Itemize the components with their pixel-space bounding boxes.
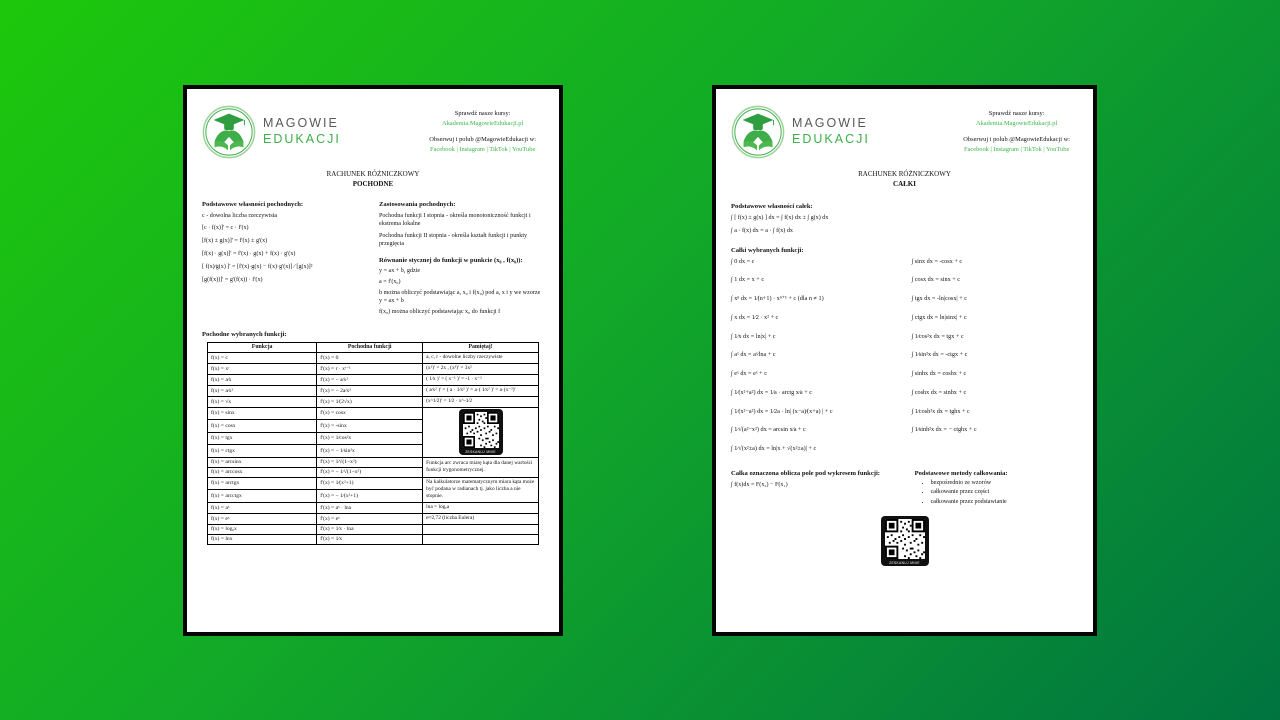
pochodna-cell: f'(x) = r · xʳ⁻¹ (317, 363, 423, 374)
table-row (208, 477, 539, 490)
integral-properties (731, 214, 1078, 236)
integral-formula: ∫ 1 dx = x + c (731, 276, 765, 284)
definite-integral-section (731, 470, 903, 507)
integral-list-heading: Całki wybranych funkcji: (731, 246, 804, 254)
integral-formula: ∫ coshx dx = sinhx + c (911, 388, 967, 396)
pochodna-cell: f'(x) = cosx (317, 407, 423, 420)
table-row (208, 534, 539, 544)
note-cell: ( a∕x² )' = ( a · 1∕x² )' = a·( 1∕x² )' = a·(x⁻²)' (423, 385, 539, 396)
check-courses-text: Sprawdź nasze kursy: (988, 110, 1045, 118)
applications-section (379, 192, 544, 319)
table-row (208, 352, 539, 363)
integral-formula: ∫ ctgx dx = ln|sinx| + c (911, 313, 967, 321)
tangent-line: b można obliczyć podstawiając a, x₀ i f(x₀) pod a, x i y we wzorze y = ax + b (379, 289, 541, 305)
pochodna-cell: f'(x) = − a∕x² (317, 374, 423, 385)
integral-formula: ∫ sinx dx = -cosx + c (911, 257, 963, 265)
properties-heading: Podstawowe własności pochodnych: (202, 200, 304, 208)
document-title (731, 170, 1078, 190)
qr-cell (423, 407, 539, 457)
pochodna-cell: f'(x) = − 1∕√(1−x²) (317, 467, 423, 477)
integral-formula: ∫ 1∕√(a²−x²) dx = arcsin x∕a + c (731, 426, 806, 434)
derivative-property-formula: [ f(x)∕g(x) ]' = [f'(x)·g(x) − f(x)·g'(x)] ∕ [g(x)]² (202, 264, 313, 271)
table-row (208, 407, 539, 420)
pochodna-cell: f'(x) = 1∕√(1−x²) (317, 457, 423, 467)
pochodna-cell: f'(x) = 1∕x (317, 534, 423, 544)
pochodna-cell: f'(x) = 1∕(2√x) (317, 396, 423, 407)
qr-code-icon (885, 519, 925, 559)
note-cell: e≈2,72 (liczba Eulera) (423, 513, 539, 524)
applications-heading: Zastosowania pochodnych: (379, 200, 456, 208)
method-item: • całkowanie przez podstawianie (931, 498, 1078, 507)
follow-text: Obserwuj i polub @MagowieEdukacji w: (963, 136, 1070, 143)
integral-properties-heading: Podstawowe własności całek: (731, 202, 813, 210)
applications-lines (379, 212, 544, 249)
methods-list (931, 479, 1078, 507)
properties-intro: c - dowolna liczba rzeczywista (202, 212, 278, 219)
qr-label: ZESKANUJ MNIE (889, 560, 920, 565)
pochodna-cell: f'(x) = − 1∕(x²+1) (317, 490, 423, 503)
check-courses-text: Sprawdź nasze kursy: (454, 110, 511, 118)
integral-formula: ∫ 1∕(x²+a²) dx = 1∕a · arctg x∕a + c (731, 388, 812, 396)
integrals-left-column (731, 258, 898, 464)
tangent-line: a = f'(x₀) (379, 279, 401, 286)
funkcja-cell: f(x) = aˣ (208, 502, 317, 513)
funkcja-cell: f(x) = arcctgx (208, 490, 317, 503)
funkcja-cell: f(x) = tgx (208, 432, 317, 445)
integral-formula: ∫ xⁿ dx = 1∕(n+1) · xⁿ⁺¹ + c (dla n ≠ 1) (731, 295, 824, 303)
integral-property-formula: ∫ a · f(x) dx = a · ∫ f(x) dx (731, 228, 793, 235)
properties-formulas (202, 224, 367, 285)
integral-formula: ∫ 1∕cosh²x dx = tghx + c (911, 407, 970, 415)
funkcja-cell: f(x) = ctgx (208, 445, 317, 458)
integral-formula: ∫ 0 dx = c (731, 257, 755, 265)
funkcja-cell: f(x) = arctgx (208, 477, 317, 490)
method-item: • całkowanie przez części (931, 488, 1078, 497)
funkcja-cell: f(x) = arcsinx (208, 457, 317, 467)
integral-formula: ∫ 1∕(x²−a²) dx = 1∕2a · ln| (x−a)∕(x+a) | + c (731, 407, 833, 415)
integral-formula: ∫ x dx = 1∕2 · x² + c (731, 313, 779, 321)
pochodna-cell: f'(x) = eˣ (317, 513, 423, 524)
table-row (208, 396, 539, 407)
qr-code (881, 516, 929, 566)
table-row (208, 502, 539, 513)
pochodna-cell: f'(x) = 1∕cos²x (317, 432, 423, 445)
social-link[interactable]: Facebook | (430, 146, 459, 153)
header-links (429, 109, 536, 155)
header-links (963, 109, 1070, 155)
title-line2: CAŁKI (893, 179, 916, 188)
pochodna-cell: f'(x) = 0 (317, 352, 423, 363)
note-cell: (x²)' = 2x , (x³)' = 3x² (423, 363, 539, 374)
qr-code-icon (463, 412, 499, 448)
integral-property-formula: ∫ [ f(x) ± g(x) ] dx = ∫ f(x) dx ± ∫ g(x) dx (731, 215, 829, 222)
note-cell: Na kalkulatorze matematycznym miara kąta może być podana w radianach tj. jako liczba a nie stopnie. (423, 477, 539, 502)
social-link[interactable]: Facebook | (964, 146, 993, 153)
brand-line2: EDUKACJI (792, 132, 870, 146)
integral-formula: ∫ 1∕sinh²x dx = − ctghx + c (911, 426, 977, 434)
pochodna-cell: f'(x) = − 1∕sin²x (317, 445, 423, 458)
funkcja-cell: f(x) = logₐx (208, 524, 317, 534)
brand-line1: MAGOWIE (792, 116, 868, 131)
column-header-funkcja: Funkcja (208, 342, 317, 352)
title-line1: RACHUNEK RÓŻNICZKOWY (858, 170, 951, 178)
social-link[interactable]: Instagram | (993, 146, 1023, 153)
brand-line1: MAGOWIE (263, 116, 339, 131)
social-links (963, 145, 1070, 155)
brand-line2: EDUKACJI (263, 132, 341, 146)
table-row (208, 374, 539, 385)
note-cell: ( 1∕x )' = ( x⁻¹ )' = -1 · x⁻² (423, 374, 539, 385)
derivative-property-formula: [g(f(x))]' = g'(f(x)) · f'(x) (202, 277, 263, 284)
application-line: Pochodna funkcji II stopnia - określa kształt funkcji i punkty przegięcia (379, 233, 528, 248)
social-link[interactable]: Instagram | (459, 146, 489, 153)
integral-formula: ∫ aˣ dx = aˣ∕lna + c (731, 351, 776, 359)
note-cell: a, c, r - dowolne liczby rzeczywiste (423, 352, 539, 363)
pochodna-cell: f'(x) = -sinx (317, 420, 423, 433)
document-page-derivatives (183, 85, 563, 636)
table-row (208, 457, 539, 467)
derivative-property-formula: [f(x) · g(x)]' = f'(x) · g(x) + f(x) · g'(x) (202, 251, 296, 258)
funkcja-cell: f(x) = a∕x² (208, 385, 317, 396)
note-cell-empty (423, 524, 539, 534)
social-link[interactable]: YouTube (512, 145, 536, 153)
table-row (208, 524, 539, 534)
table-row (208, 385, 539, 396)
page-header (731, 105, 1078, 159)
title-line2: POCHODNE (352, 179, 394, 188)
page-header (202, 105, 544, 159)
note-cell: Funkcja arc zwraca miarę kąta dla danej wartości funkcji trygonometrycznej. (423, 457, 539, 477)
application-line: Pochodna funkcji I stopnia - określa monotoniczność funkcji i ekstrema lokalne (379, 212, 531, 227)
integral-formula: ∫ 1∕√(x²±a) dx = ln|x + √(x²±a)| + c (731, 445, 817, 453)
social-link[interactable]: TikTok | (489, 146, 512, 153)
derivative-property-formula: [f(x) ± g(x)]' = f'(x) ± g'(x) (202, 238, 268, 245)
funkcja-cell: f(x) = arccosx (208, 467, 317, 477)
integral-formula: ∫ eˣ dx = eˣ + c (731, 370, 767, 378)
brand-name (792, 116, 870, 147)
social-link[interactable]: TikTok | (1023, 146, 1046, 153)
tangent-heading: Równanie stycznej do funkcji w punkcie (x₀ , f(x₀)): (379, 257, 523, 265)
note-cell-empty (423, 534, 539, 544)
wizard-graduate-logo-icon (731, 105, 785, 159)
social-link[interactable]: YouTube (1046, 145, 1070, 153)
social-links (429, 145, 536, 155)
brand-name (263, 116, 341, 147)
document-page-integrals (712, 85, 1097, 636)
qr-section (731, 516, 1078, 569)
funkcja-cell: f(x) = c (208, 352, 317, 363)
title-line1: RACHUNEK RÓŻNICZKOWY (326, 170, 420, 178)
integral-formula: ∫ 1∕sin²x dx = -ctgx + c (911, 351, 968, 359)
funkcja-cell: f(x) = √x (208, 396, 317, 407)
follow-text: Obserwuj i polub @MagowieEdukacji w: (429, 136, 536, 143)
definite-heading: Całka oznaczona oblicza pole pod wykresem funkcji: (731, 469, 880, 477)
pochodna-cell: f'(x) = − 2a∕x³ (317, 385, 423, 396)
pochodna-cell: f'(x) = aˣ · lna (317, 502, 423, 513)
courses-link[interactable]: Akademia.MagowieEdukacji.pl (442, 120, 524, 128)
derivatives-table (207, 342, 539, 545)
column-header-pochodna: Pochodna funkcji (317, 342, 423, 352)
note-cell: (x^1∕2)' = 1∕2 · x^-1∕2 (423, 396, 539, 407)
integral-formula: ∫ 1∕cos²x dx = tgx + c (911, 332, 964, 340)
funkcja-cell: f(x) = lnx (208, 534, 317, 544)
table-heading: Pochodne wybranych funkcji: (202, 330, 287, 338)
table-row (208, 363, 539, 374)
note-cell: lna = logₑa (423, 502, 539, 513)
properties-section (202, 192, 367, 319)
pochodna-cell: f'(x) = 1∕x · lna (317, 524, 423, 534)
tangent-line: f(x₀) można obliczyć podstawiając x₀ do funkcji f (379, 308, 501, 315)
integral-formula: ∫ cosx dx = sinx + c (911, 276, 961, 284)
integral-formula: ∫ tgx dx = -ln|cosx| + c (911, 295, 967, 303)
logo (731, 105, 870, 159)
table-row (208, 513, 539, 524)
qr-code (459, 409, 503, 455)
funkcja-cell: f(x) = xʳ (208, 363, 317, 374)
funkcja-cell: f(x) = cosx (208, 420, 317, 433)
table-header-row (208, 342, 539, 352)
integrals-right-column (912, 258, 1079, 464)
method-item: • bezpośrednio ze wzorów (931, 479, 1078, 488)
courses-link[interactable]: Akademia.MagowieEdukacji.pl (976, 120, 1058, 128)
document-title (202, 170, 544, 190)
funkcja-cell: f(x) = eˣ (208, 513, 317, 524)
methods-section (915, 470, 1078, 507)
tangent-lines (379, 267, 544, 316)
definite-formula: ∫ f(x)dx = F(x₂) − F(x₁) (731, 482, 788, 489)
funkcja-cell: f(x) = sinx (208, 407, 317, 420)
integral-formula: ∫ sinhx dx = coshx + c (911, 370, 967, 378)
integral-formula: ∫ 1∕x dx = ln|x| + c (731, 332, 776, 340)
tangent-line: y = ax + b, gdzie (379, 268, 421, 275)
column-header-pamietaj: Pamiętaj! (423, 342, 539, 352)
wizard-graduate-logo-icon (202, 105, 256, 159)
logo (202, 105, 341, 159)
funkcja-cell: f(x) = a∕x (208, 374, 317, 385)
qr-label: ZESKANUJ MNIE (465, 449, 496, 454)
methods-heading: Podstawowe metody całkowania: (914, 469, 1008, 477)
derivative-property-formula: [c · f(x)]' = c · f'(x) (202, 225, 249, 232)
pochodna-cell: f'(x) = 1∕(x²+1) (317, 477, 423, 490)
